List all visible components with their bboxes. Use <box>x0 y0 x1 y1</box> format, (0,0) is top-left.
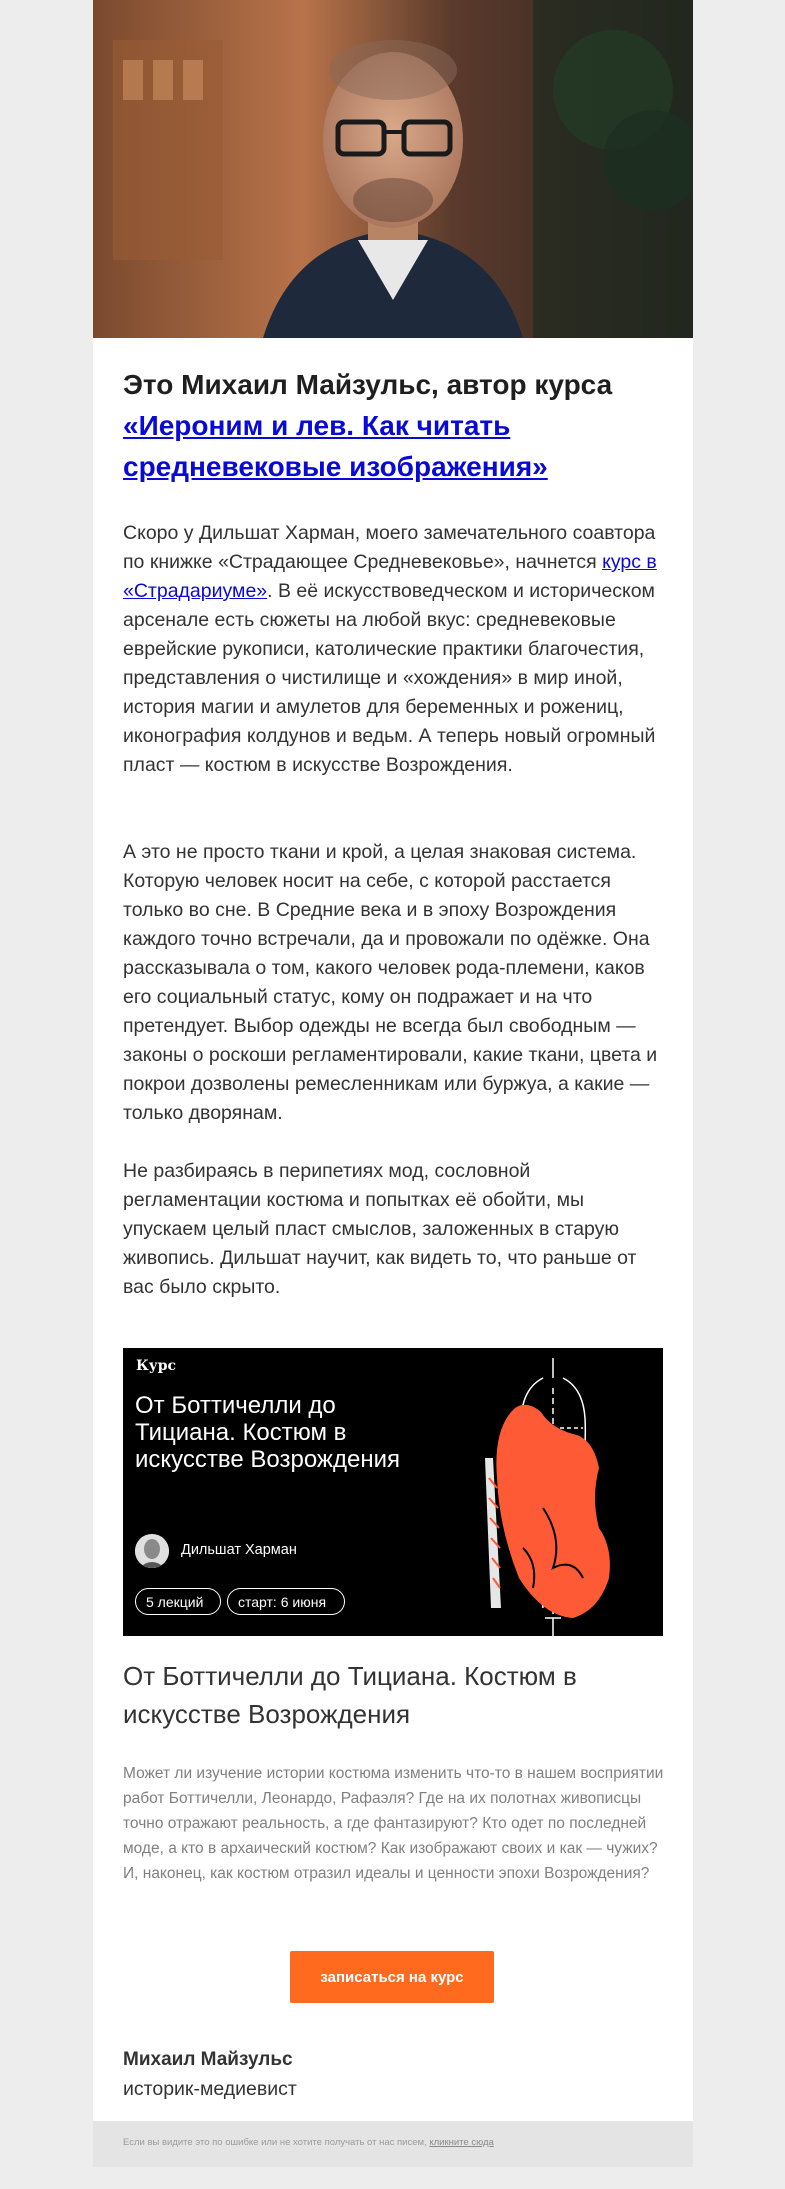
banner-tag: Курс <box>136 1358 177 1374</box>
email-card <box>93 0 693 2121</box>
signature-name: Михаил Майзульс <box>123 2049 293 2070</box>
email-footer <box>93 2121 693 2167</box>
enroll-button[interactable]: записаться на курс <box>290 1951 494 2003</box>
paragraph-1-start: Скоро у Дильшат Харман, моего замечательного соавтора по книжке «Страдающее Средневековье», начнется <box>123 522 656 573</box>
footer-message: Если вы видите это по ошибке или не хотите получать от нас писем, <box>123 2137 430 2148</box>
paragraph-3: Не разбираясь в перипетиях мод, сословной регламентации костюма и попытках её обойти, мы упускаем целый пласт смыслов, заложенных в старую живопись. Дильшат научит, как видеть то, что раньше от вас было скрыто. <box>123 1160 637 1298</box>
mannequin-illustration <box>423 1348 663 1636</box>
paragraph-2: А это не просто ткани и крой, а целая знаковая система. Которую человек носит на себе, с которой расстается только во сне. В Средние века и в эпоху Возрождения каждого точно встречали, да и провожали по одёжке. Она рассказывала о том, какого человек рода-племени, каков его социальный статус, кому он подражает и на что претендует. Выбор одежды не всегда был свободным — законы о роскоши регламентировали, какие ткани, цвета и покрои дозволены ремесленникам или буржуа, а какие — только дворянам. <box>123 841 658 1124</box>
signature-role: историк-медиевист <box>123 2078 297 2100</box>
paragraph-1 <box>123 519 668 780</box>
author-avatar <box>135 1534 169 1568</box>
intro-heading-text: Это Михаил Майзульс, автор курса <box>123 369 613 400</box>
paragraph-1-end: . В её искусствоведческом и историческом арсенале есть сюжеты на любой вкус: средневековые еврейские рукописи, католические практики благочестия, представления о чистилище и «хождения» в мир иной, история магии и амулетов для беременных и рожениц, иконография колдунов и ведьм. А теперь новый огромный пласт — костюм в искусстве Возрождения. <box>123 580 656 776</box>
start-date-pill: старт: 6 июня <box>227 1588 345 1615</box>
stradarium-course-link[interactable]: курс в «Страдариуме» <box>123 551 657 602</box>
unsubscribe-link[interactable]: кликните сюда <box>429 2137 494 2148</box>
course-title: От Боттичелли до Тициана. Костюм в искусстве Возрождения <box>123 1661 577 1729</box>
previous-course-link[interactable]: «Иероним и лев. Как читать средневековые изображения» <box>123 410 548 482</box>
course-banner[interactable] <box>123 1348 663 1636</box>
course-description: Может ли изучение истории костюма изменить что-то в нашем восприятии работ Боттичелли, Леонардо, Рафаэля? Где на их полотнах живописцы точно отражают реальность, а где фантазируют? Кто одет по последней моде, а кто в архаический костюм? Как изображают своих и как — чужих? И, наконец, как костюм отразил идеалы и ценности эпохи Возрождения? <box>123 1765 664 1882</box>
footer-text <box>123 2137 494 2148</box>
intro-heading <box>123 364 663 487</box>
author-photo <box>93 0 693 338</box>
lectures-count-pill: 5 лекций <box>135 1588 221 1615</box>
banner-author: Дильшат Харман <box>181 1542 297 1558</box>
banner-title: От Боттичелли до Тициана. Костюм в искусстве Возрождения <box>135 1392 400 1473</box>
